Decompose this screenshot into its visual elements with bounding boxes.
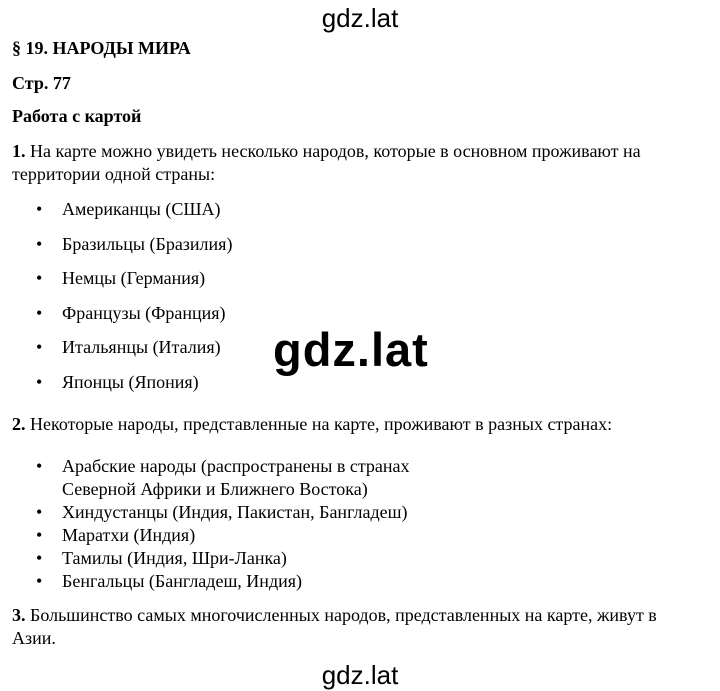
list-item: • Бенгальцы (Бангладеш, Индия) xyxy=(12,570,472,593)
question-2-number: 2. xyxy=(12,414,26,434)
watermark-top: gdz.lat xyxy=(321,3,399,33)
watermark-bottom: gdz.lat xyxy=(321,660,399,690)
list-item: • Арабские народы (распространены в странах Северной Африки и Ближнего Востока) xyxy=(12,455,472,501)
question-1-number: 1. xyxy=(12,141,26,161)
question-2 xyxy=(12,413,702,436)
watermark-middle: gdz.lat xyxy=(273,323,429,376)
list-item: • Хиндустанцы (Индия, Пакистан, Бангладеш) xyxy=(12,501,472,524)
section-title: § 19. НАРОДЫ МИРА xyxy=(12,38,191,58)
subheading: Работа с картой xyxy=(12,106,142,126)
question-3-number: 3. xyxy=(12,605,26,625)
question-1 xyxy=(12,140,702,186)
question-1-text: На карте можно увидеть несколько народов, которые в основном проживают на территории одной страны: xyxy=(12,141,641,184)
list-item: • Бразильцы (Бразилия) xyxy=(12,233,702,268)
question-3-text: Большинство самых многочисленных народов, представленных на карте, живут в Азии. xyxy=(12,605,657,648)
page-reference: Стр. 77 xyxy=(12,73,71,93)
list-item: • Маратхи (Индия) xyxy=(12,524,472,547)
question-2-text: Некоторые народы, представленные на карте, проживают в разных странах: xyxy=(30,414,613,434)
list-item: • Американцы (США) xyxy=(12,198,702,233)
question-2-list xyxy=(12,455,472,593)
list-item: • Итальянцы (Италия) xyxy=(12,336,702,371)
question-3 xyxy=(12,604,702,650)
list-item: • Тамилы (Индия, Шри-Ланка) xyxy=(12,547,472,570)
list-item: • Японцы (Япония) xyxy=(12,371,702,406)
list-item: • Французы (Франция) xyxy=(12,302,702,337)
list-item: • Немцы (Германия) xyxy=(12,267,702,302)
